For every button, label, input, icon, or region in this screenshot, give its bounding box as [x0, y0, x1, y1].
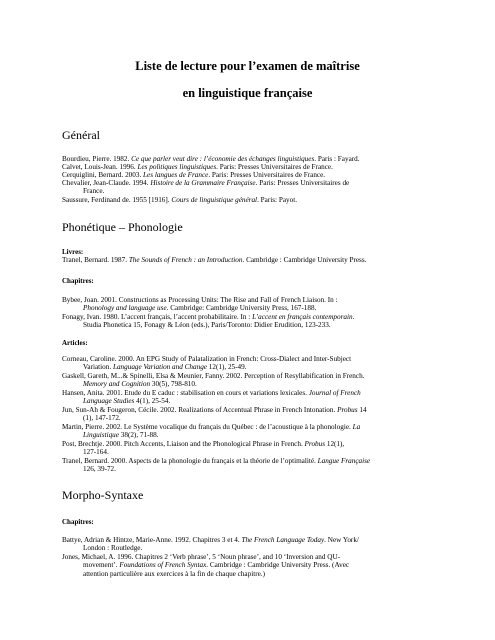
bibliography-entry: Jones, Michael, A. 1996. Chapitres 2 ‘Verb phrase’, 5 ‘Noun phrase’, and 10 ‘Inversion and QU- movement’. Foundations of French Syntax. Cambridge : Cambridge University Press. (Avec attention particulière aux exercices à la fin de chaque chapitre.)	[62, 553, 350, 578]
bibliography-entry: Tranel, Bernard. 1987. The Sounds of French : an Introduction. Cambridge : Cambridge University Press.	[62, 256, 367, 264]
bibliography-entry: Corneau, Caroline. 2000. An EPG Study of Palatalization in French: Cross-Dialect and Inter-Subject Variation. Language Variation and Change 12(1), 25-49.	[62, 355, 352, 372]
bibliography-entry: Fonagy, Ivan. 1980. L’accent français, l’accent probabilitaire. In : L’accent en français contemporain. Studia Phonetica 15, Fonagy & Léon (eds.), Paris/Toronto: Didier Erudition, 123-233.	[62, 313, 355, 330]
bibliography-entry: Bourdieu, Pierre. 1982. Ce que parler veut dire : l’économie des échanges linguistiques. Paris : Fayard.	[62, 155, 360, 163]
bibliography-entry: Post, Brechtje. 2000. Pitch Accents, Liaison and the Phonological Phrase in French. Probus 12(1), 127-164.	[62, 440, 345, 457]
bibliography-entry: Saussure, Ferdinand de. 1955 [1916]. Cours de linguistique général. Paris: Payot.	[62, 196, 297, 204]
bibliography-entry: Hansen, Anita. 2001. Etude du E caduc : stabilisation en cours et variations lexicales. Journal of French Language Studies 4(1), 25-54.	[62, 389, 361, 406]
subsection-label-chapitres: Chapitres:	[62, 518, 94, 526]
bibliography-entry: Tranel, Bernard. 2000. Aspects de la phonologie du français et la théorie de l’optimalité. Langue Française 126, 39-72.	[62, 457, 371, 474]
document-title-line-1: Liste de lecture pour l’examen de maîtrise	[135, 59, 360, 73]
document-title-line-2: en linguistique française	[182, 86, 313, 100]
bibliography-entry: Chevalier, Jean-Claude. 1994. Histoire de la Grammaire Française. Paris: Presses Universitaires de France.	[62, 179, 350, 196]
section-heading-phonetique: Phonétique – Phonologie	[62, 220, 183, 234]
bibliography-entry: Gaskell, Gareth, M...& Spinelli, Elsa & Meunier, Fanny. 2002. Perception of Resyllabification in French. Memory and Cognition 30(5), 798-810.	[62, 372, 365, 389]
bibliography-entry: Cerquiglini, Bernard. 2003. Les langues de France. Paris: Presses Universitaires de France.	[62, 171, 326, 179]
section-heading-general: Général	[62, 128, 100, 142]
bibliography-entry: Martin, Pierre. 2002. Le Système vocalique du français du Québec : de l’acoustique à la phonologie. La Linguistique 38(2), 71-88.	[62, 423, 361, 440]
section-heading-morpho-syntaxe: Morpho-Syntaxe	[62, 488, 144, 502]
bibliography-entry: Calvet, Louis-Jean. 1996. Les politiques linguistiques. Paris: Presses Universitaires de France.	[62, 163, 333, 171]
subsection-label-chapitres: Chapitres:	[62, 277, 94, 285]
subsection-label-articles: Articles:	[62, 339, 88, 347]
bibliography-entry: Battye, Adrian & Hintze, Marie-Anne. 1992. Chapitres 3 et 4. The French Language Today. New York/ London : Routledge.	[62, 536, 359, 553]
subsection-label-livres: Livres:	[62, 248, 84, 256]
bibliography-entry: Jun, Sun-Ah & Fougeron, Cécile. 2002. Realizations of Accentual Phrase in French Intonation. Probus 14 (1), 147-172.	[62, 406, 367, 423]
bibliography-entry: Bybee, Joan. 2001. Constructions as Processing Units: The Rise and Fall of French Liaison. In : Phonology and language use. Cambridge: Cambridge University Press, 167-188.	[62, 296, 338, 313]
